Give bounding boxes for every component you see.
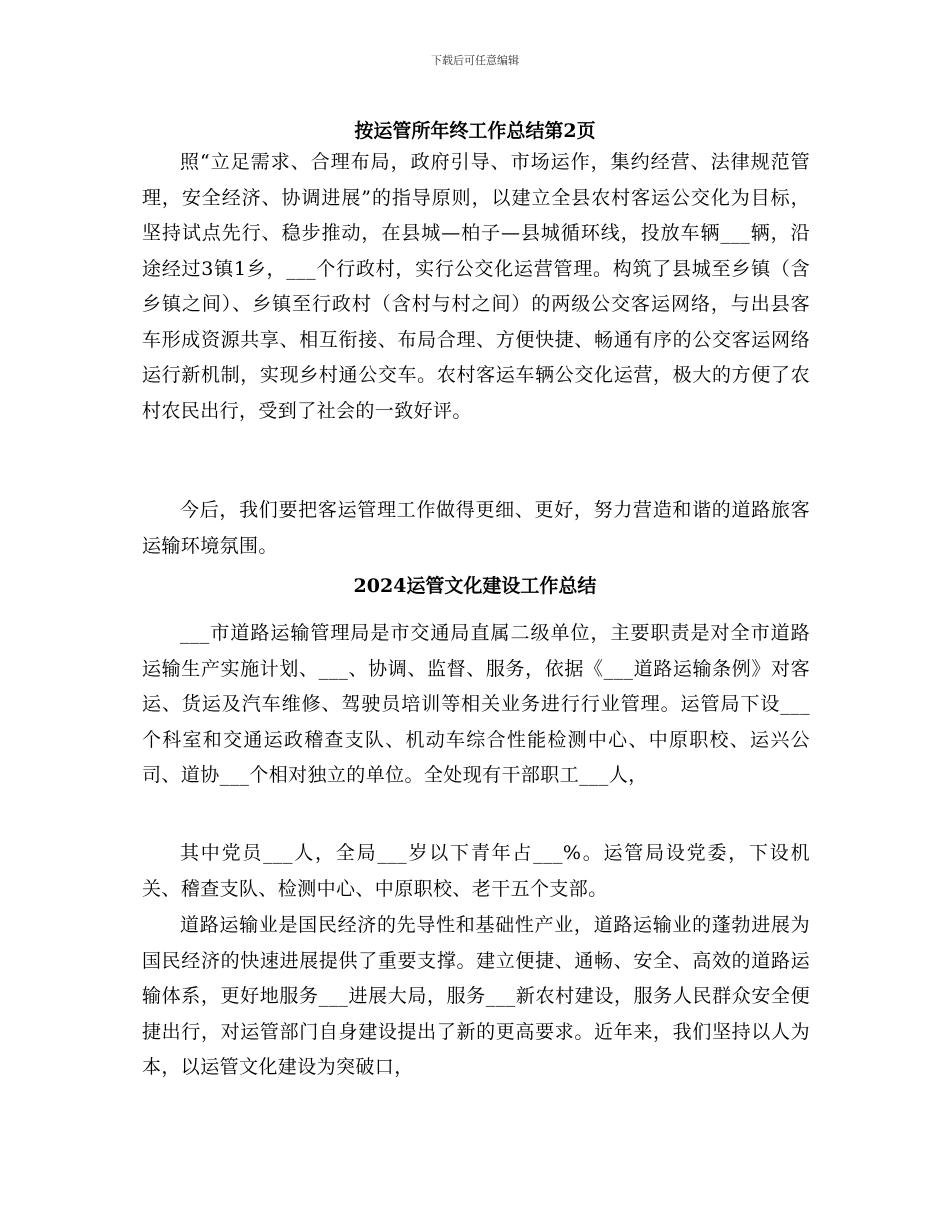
section-1-paragraph-2: 今后，我们要把客运管理工作做得更细、更好，努力营造和谐的道路旅客运输环境氛围。: [142, 499, 810, 557]
section-1-paragraph-1: 照“立足需求、合理布局，政府引导、市场运作，集约经营、法律规范管理，安全经济、协调进展”的指导原则，以建立全县农村客运公交化为目标，坚持试点先行、稳步推动，在县城—柏子—县城循环线，投放车辆___辆，沿途经过3镇1乡，___个行政村，实行公交化运营管理。构筑了县城至乡镇（含乡镇之间）、乡镇至行政村（含村与村之间）的两级公交客运网络，与出县客车形成资源共享、相互衔接、布局合理、方便快捷、畅通有序的公交客运网络运行新机制，实现乡村通公交车。农村客运车辆公交化运营，极大的方便了农村农民出行，受到了社会的一致好评。: [142, 151, 810, 422]
section-2-paragraph-2: 其中党员___人，全局___岁以下青年占___%。运管局设党委，下设机关、稽查支队、检测中心、中原职校、老干五个支部。: [142, 842, 810, 900]
section-2-paragraph-1: ___市道路运输管理局是市交通局直属二级单位，主要职责是对全市道路运输生产实施计划、___、协调、监督、服务，依据《___道路运输条例》对客运、货运及汽车维修、驾驶员培训等相关业务进行行业管理。运管局下设___个科室和交通运政稽查支队、机动车综合性能检测中心、中原职校、运兴公司、道协___个相对独立的单位。全处现有干部职工___人，: [142, 622, 810, 786]
section-2-paragraph-3: 道路运输业是国民经济的先导性和基础性产业，道路运输业的蓬勃进展为国民经济的快速进展提供了重要支撑。建立便捷、通畅、安全、高效的道路运输体系，更好地服务___进展大局，服务___新农村建设，服务人民群众安全便捷出行，对运管部门自身建设提出了新的更高要求。近年来，我们坚持以人为本，以运管文化建设为突破口，: [142, 914, 810, 1078]
section-1-title: 按运管所年终工作总结第2页: [354, 120, 596, 142]
page-header-note: 下载后可任意编辑: [431, 54, 519, 67]
section-2-title: 2024运管文化建设工作总结: [353, 575, 597, 597]
